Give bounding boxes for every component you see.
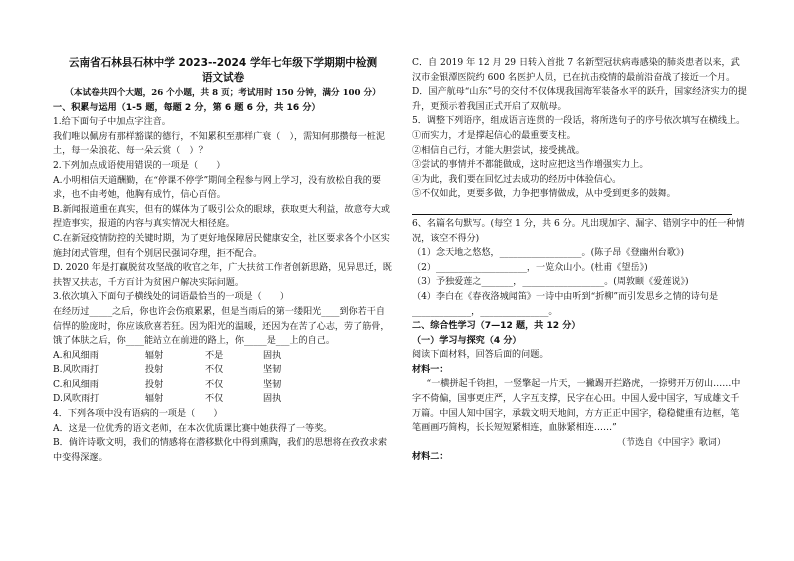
q3-a-1: A.和风细雨	[53, 350, 99, 361]
answer-line	[412, 202, 732, 215]
q3-c-4: 坚韧	[263, 379, 282, 390]
q3-a-3: 不是	[205, 350, 224, 361]
q2-stem: 2.下列加点成语使用错误的一项是（ ）	[53, 160, 226, 171]
q3-a-4: 固执	[263, 350, 282, 361]
reading-instruction: 阅读下面材料，回答后面的问题。	[412, 350, 549, 361]
q3-option-a	[53, 349, 393, 364]
material-1-title: 材料一：	[412, 364, 449, 375]
material-1-source: （节选自《中国字》歌词）	[616, 437, 726, 448]
q3-b-1: B.风吹雨打	[53, 365, 99, 376]
q6-item-1: （1）念天地之悠悠，__________________。(陈子昂《登幽州台歌》)	[412, 248, 685, 259]
q3-c-3: 不仅	[205, 379, 224, 390]
q6-stem: 6、名篇名句默写。(每空 1 分，共 6 分。凡出现加字、漏字、错别字中的任一种情况，该空不得分)	[412, 218, 745, 244]
q5-item-2: ②相信自己行，才能大胆尝试，接受挑战。	[412, 145, 585, 156]
q3-b-2: 投射	[145, 365, 164, 376]
q3-d-3: 不仅	[205, 394, 224, 405]
q6-item-4: （4）李白在《春夜洛城闻笛》一诗中由听到“折柳”而引发思乡之情的诗句是_____________，_______________。	[412, 291, 719, 317]
exam-note: （本试卷共四个大题，26 个小题，共 8 页；考试用时 150 分钟，满分 100 分）	[65, 88, 381, 98]
q5-item-3: ③尝试的事情并不都能做成，这时应把这当作增强实力上。	[412, 160, 649, 171]
q3-d-2: 辐射	[145, 394, 164, 405]
q3-b-4: 坚韧	[263, 365, 282, 376]
title-line-1: 云南省石林县石林中学 2023--2024 学年七年级下学期期中检测	[68, 57, 378, 69]
material-2-title: 材料二：	[412, 452, 449, 463]
q5-item-5: ⑤不仅如此，更要多做，力争把事情做成，从中受到更多的鼓舞。	[412, 189, 676, 200]
q3-option-c	[53, 378, 393, 393]
q2-option-c: C.在新冠疫情防控的关键时期，为了更好地保障居民健康安全，社区要求各个小区实施封闭式管理，但有个别居民强词夺理，拒不配合。	[53, 233, 390, 259]
q5-item-1: ①而实力，才是撑起信心的最重要支柱。	[412, 130, 576, 141]
q2-option-d: D. 2020 年是打赢脱贫攻坚战的收官之年，广大扶贫工作者创新思路，见异思迁，既扶智又扶志，千方百计为贫困户解决实际问题。	[53, 263, 392, 288]
q3-b-3: 不仅	[205, 365, 224, 376]
q3-a-2: 辐射	[145, 350, 164, 361]
q3-d-1: D.风吹雨打	[53, 394, 100, 405]
section-1-heading: 一、积累与运用（1-5 题，每题 2 分，第 6 题 6 分，共 16 分）	[53, 102, 321, 113]
q3-d-4: 固执	[263, 394, 282, 405]
right-column	[412, 56, 748, 465]
sub-section-1-heading: （一）学习与探究（4 分）	[412, 335, 522, 346]
q3-option-b	[53, 363, 393, 378]
title-line-2: 语文试卷	[201, 72, 245, 84]
q3-c-2: 投射	[145, 379, 164, 390]
q1-stem: 1.给下面句子中加点字注音。	[53, 117, 171, 128]
q2-option-a: A.小明相信天道酬勤，在“停课不停学”期间全程参与网上学习，没有放松自我的要求，也不由考她，他胸有成竹，信心百倍。	[53, 175, 381, 201]
q1-text: 我们唯以佩房有那样豁谋的德行，不知累积至那样广衰（ ），需知何那攒每一桩泥土，每一朵浪花、每一朵云赏（ ）？	[53, 131, 385, 157]
section-2-heading: 二、综合性学习（7—12 题，共 12 分）	[412, 321, 581, 332]
q3-text: 在经历过_____之后，你也许会伤痕累累，但是当雨后的第一缕阳光____到你若干自信悍的脸庞时，你应该欣喜若狂。因为阳光的温暖，还因为在苦了心志，劳了筋骨，饿了体肤之后，你____能站立在前进的路上，你_____是___上的自己。	[53, 306, 390, 347]
q4-stem: 4．下列各项中没有语病的一项是（ ）	[53, 409, 223, 420]
q3-option-d	[53, 392, 393, 407]
left-column	[53, 86, 393, 465]
q4-option-b: B．倘许诗歌文明，我们的情感将在潜移默化中得到熏陶，我们的思想将在孜孜求索中变得深邃。	[53, 438, 388, 463]
q6-item-2: （2）____________________，一览众山小。(杜甫《望岳》)	[412, 262, 648, 273]
q3-stem: 3.依次填入下面句子横线处的词语最恰当的一项是（ ）	[53, 292, 290, 303]
q6-item-3: （3）予独爱莲之_______，__________________。(周敦颐《爱莲说》)	[412, 277, 689, 288]
q2-option-b: B.新闻报道重在真实，但有的媒体为了吸引公众的眼球，获取更大利益，故意夸大或捏造事实，报道的内容与真实情况大相径庭。	[53, 204, 390, 230]
q4-option-d: D．国产航母“山东”号的交付不仅体现我国海军装备水平的跃升，国家经济实力的提升，更预示着我国正式开启了双航母。	[412, 87, 747, 112]
q4-option-c: C．自 2019 年 12 月 29 日转入首批 7 名新型冠状病毒感染的肺炎患者以来，武汉市金银潭医院约 600 名医护人员，已在抗击疫情的最前沿奋战了接近一个月。	[412, 58, 740, 83]
q5-item-4: ④为此，我们要在回忆过去成功的经历中体验信心。	[412, 174, 622, 185]
material-1-text: “一横拼起千钧担，一竖擎起一片天，一撇踢开拦路虎，一捺劈开万仞山……中字不倚偏，国事更庄严，人字互支撑，民字在心田。中国人爱中国字，写成雄文千万篇。中国人知中国字，承载文明天地间，方方正正中国字，稳稳健重有边框，笔笔画画巧简构，长长短短紧相连，血脉紧相连……”	[412, 379, 741, 434]
q5-stem: 5．调整下列语序，组成语言连贯的一段话，将所选句子的序号依次填写在横线上。	[412, 116, 746, 127]
q4-option-a: A．这是一位优秀的语文老师，在本次优质课比赛中她获得了一等奖。	[53, 423, 333, 434]
q3-c-1: C.和风细雨	[53, 379, 99, 390]
exam-title	[53, 56, 393, 86]
